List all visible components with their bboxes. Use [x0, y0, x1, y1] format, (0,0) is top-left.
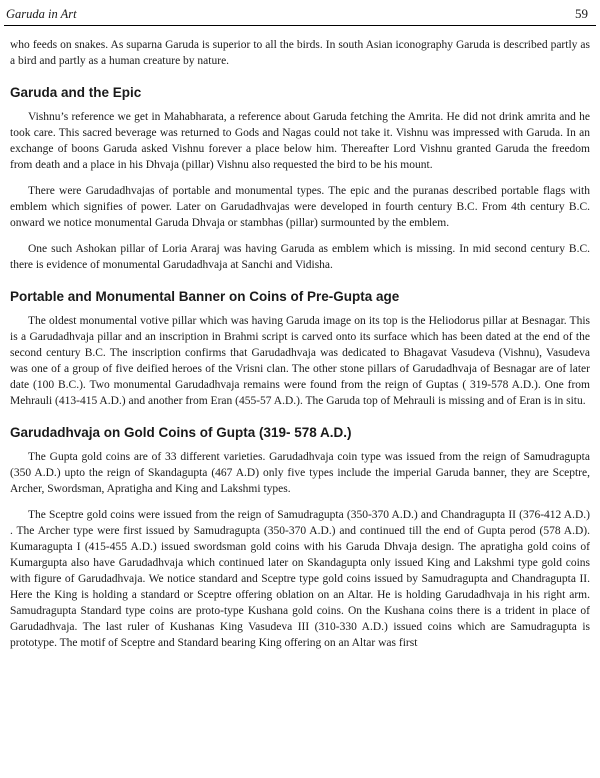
paragraph: One such Ashokan pillar of Loria Araraj was having Garuda as emblem which is missing. In mid second century B.C. there is evidence of monumental Garudadhvaja at Sanchi and Vidisha.	[10, 243, 590, 271]
paragraph: The Gupta gold coins are of 33 different varieties. Garudadhvaja coin type was issued from the reign of Samudragupta (350 A.D.) upto the reign of Skandagupta (467 A.D) only five types include the imperial Garuda banner, they are Sceptre, Archer, Swordsman, Apratigha and King and Lakshmi types.	[10, 451, 590, 495]
section-heading: Garuda and the Epic	[10, 85, 142, 100]
paragraph: The oldest monumental votive pillar which was having Garuda image on its top is the Heliodorus pillar at Besnagar. This is a Garudadhvaja pillar and an inscription in Brahmi script is carved onto its surface which has been dated at the end of the second century B.C. The inscription confirms that Garudadhvaja was dedicated to Bhagavat Vasudeva (Vishnu), Vasudeva was one of a group of five deified heroes of the Vrisni clan. The other stone pillars of Garudadhvaja of Besnagar are of later date (100 B.C.). Two monumental Garudadhvaja remains were found from the reign of Guptas ( 319-578 A.D.). One from Mehrauli (413-415 A.D.) and another from Eran (455-57 A.D.). The Garuda top of Mehrauli is missing and of Eran is in situ.	[10, 315, 590, 407]
section-heading: Garudadhvaja on Gold Coins of Gupta (319- 578 A.D.)	[10, 425, 352, 440]
page-number: 59	[575, 6, 588, 21]
paragraph: There were Garudadhvajas of portable and monumental types. The epic and the puranas described portable flags with emblem which signifies of power. Later on Garudadhvajas were developed in fourth century B.C. From 4th century B.C. onward we notice monumental Garuda Dhvaja or stambhas (pillar) surmounted by the emblem.	[10, 185, 590, 229]
paragraph: Vishnu’s reference we get in Mahabharata, a reference about Garuda fetching the Amrita. He did not drink amrita and he took care. This sacred beverage was returned to Gods and Nagas could not take it. Vishnu was impressed with Garuda. In an exchange of boons Garuda asked Vishnu forever a place below him. Thereafter Lord Vishnu granted Garuda the freedom from death and a place in his Dhvaja (pillar) Vishnu also requested the bird to be his mount.	[10, 111, 590, 171]
page-body	[10, 37, 590, 661]
running-title: Garuda in Art	[6, 7, 77, 21]
header-rule	[4, 25, 596, 26]
paragraph: who feeds on snakes. As suparna Garuda is superior to all the birds. In south Asian iconography Garuda is described partly as a bird and partly as a human creature by nature.	[10, 39, 590, 67]
section-heading: Portable and Monumental Banner on Coins of Pre-Gupta age	[10, 289, 400, 304]
paragraph: The Sceptre gold coins were issued from the reign of Samudragupta (350-370 A.D.) and Chandragupta II (376-412 A.D.) . The Archer type were first issued by Samudragupta (350-370 A.D.) and continued till the end of Gupta perod (578 A.D). Kumaragupta I (415-455 A.D.) issued swordsman gold coins with his Garuda Dhvaja design. The apratigha gold coins of Kumargupta also have Garudadhvaja which continued later on Skandagupta only issued King and Lakshmi type gold coins with figure of Garudadhvaja. We notice standard and Sceptre type gold coins issued by Samudragupta and Chandragupta II. Here the King is holding a standard or Sceptre offering oblation on an Altar. He is holding Garudadhvaja in his right arm. Samudragupta Standard type coins are proto-type Kushana gold coins. On the Kushana coins there is a trident in place of Garudadhvaja. The last ruler of Kushanas King Vasudeva III (310-330 A.D.) issued coins which are Samudragupta is prototype. The motif of Sceptre and Standard bearing King offering on an Altar was first	[10, 509, 590, 649]
